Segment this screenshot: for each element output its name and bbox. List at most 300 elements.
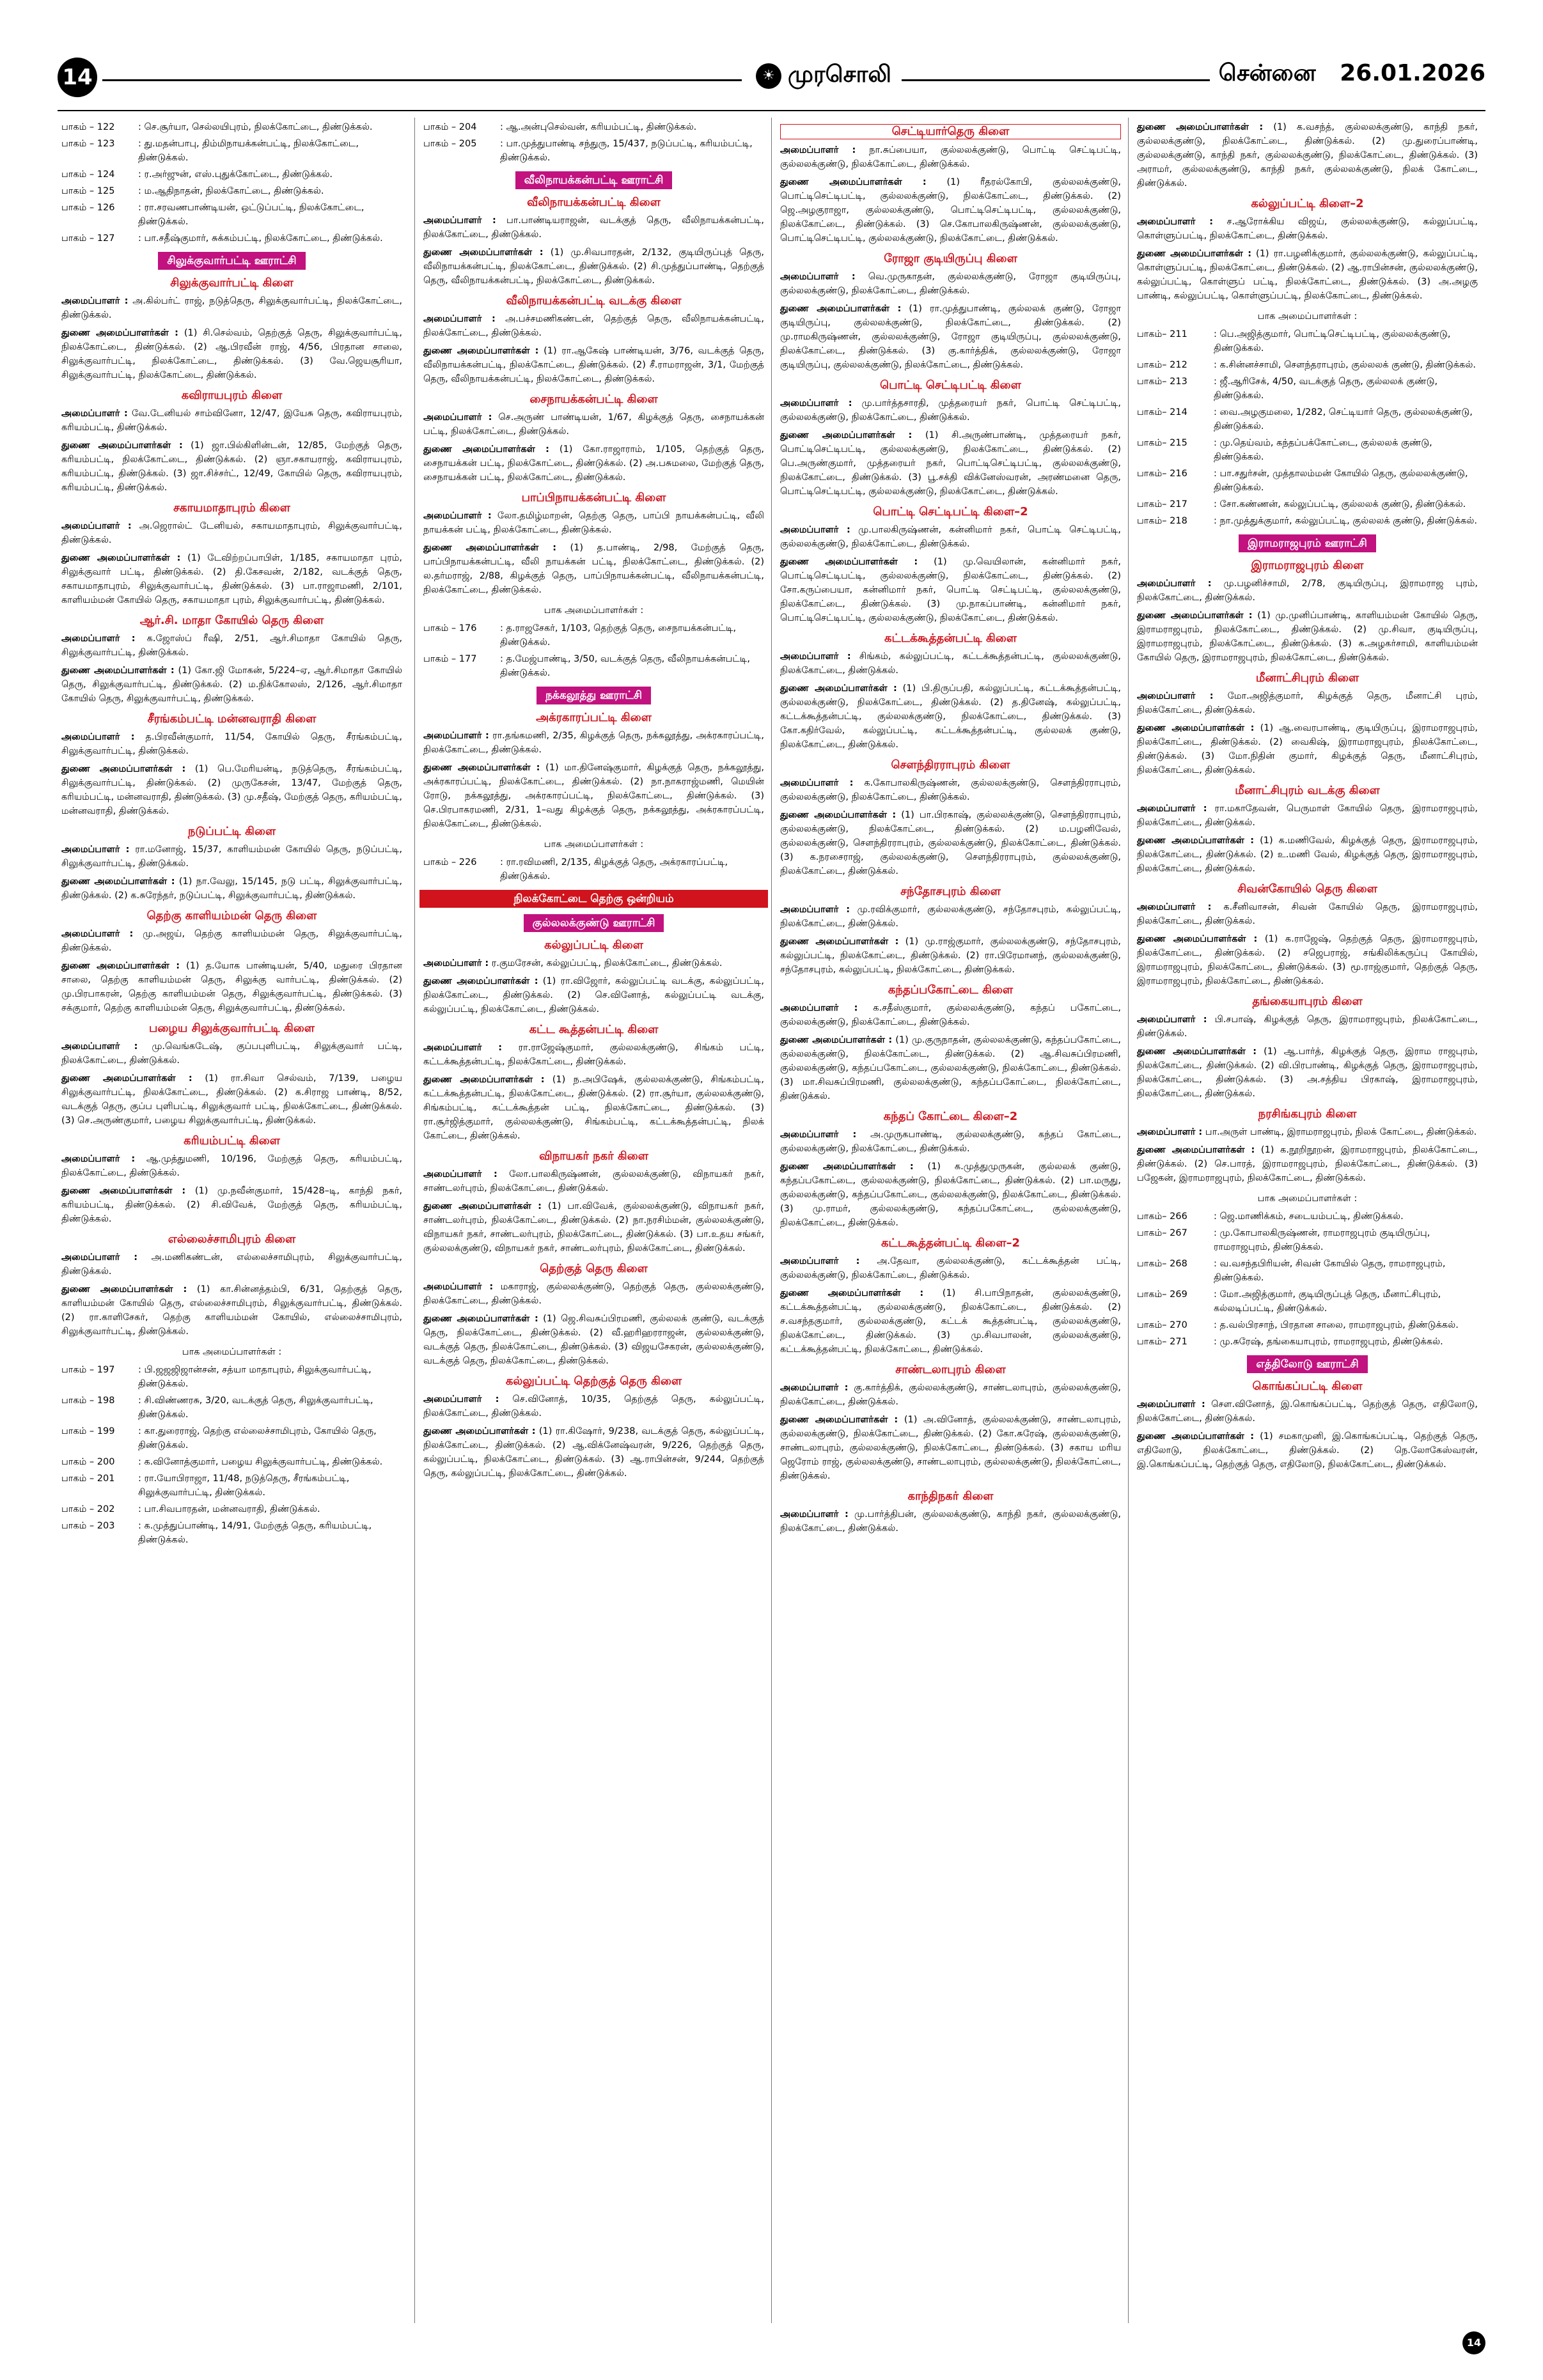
paga-detail: : வ.வசந்தபிரியன், சிவன் கோயில் தெரு, ராமராஜபுரம், திண்டுக்கல். (1214, 1259, 1446, 1283)
deputy-detail: (1) ஜெ.சிவசுப்பிரமணி, குல்லலக் குண்டு, வடக்குத் தெரு, நிலக்கோட்டை, திண்டுக்கல். (2) வீ.ஹரிஹரராஜன், குல்லலக்குண்டு, வடக்குத் தெரு, நிலக்கோட்டை, திண்டுக்கல். (3) விஜயசேகரன், குல்லலக்குண்டு, வடக்குத் தெரு, நிலக்கோட்டை, திண்டுக்கல். (423, 1314, 764, 1366)
paga-row (1137, 1209, 1478, 1224)
branch-section (423, 938, 764, 1016)
role-label: அமைப்பாளர் : (61, 521, 132, 531)
deputy-detail: (1) க.மணிவேல், கிழக்குத் தெரு, இராமராஜபுரம், நிலக்கோட்டை, திண்டுக்கல். (2) உ.மணி வேல், கிழக்குத் தெரு, இராமராஜபுரம், நிலக்கோட்டை, திண்டுக்கல். (1137, 836, 1478, 874)
organiser-detail: மு.அஜய், தெற்கு காளியம்மன் தெரு, சிலுக்குவார்பட்டி, திண்டுக்கல். (61, 929, 403, 953)
branch-title: கந்தப்பகோட்டை கிளை (888, 983, 1014, 997)
role-label: அமைப்பாளர் : (780, 1256, 860, 1266)
role-label: அமைப்பாளர் : (780, 905, 850, 915)
paga-row (423, 137, 764, 165)
role-label: அமைப்பாளர் : (780, 272, 856, 282)
role-label: துணை அமைப்பாளர்கள் : (61, 961, 180, 971)
branch-section (780, 505, 1121, 625)
branch-section (423, 1262, 764, 1368)
masthead-date (1210, 60, 1485, 89)
organiser (61, 407, 402, 435)
deputy-organisers (780, 935, 1121, 977)
role-label: அமைப்பாளர் : (1137, 691, 1214, 701)
organiser-detail: மகாராஜ், குல்லலக்குண்டு, தெற்குத் தெரு, குல்லலக்குண்டு, நிலக்கோட்டை, திண்டுக்கல். (423, 1282, 764, 1306)
role-label: துணை அமைப்பாளர்கள் : (423, 543, 557, 553)
deputy-detail: (1) மு.ராஜ்குமார், குல்லலக்குண்டு, சந்தோசபுரம், கல்லுப்பட்டி, நிலக்கோட்டை, திண்டுக்கல். (2) ரா.பிரேமானந், குல்லலக்குண்டு, சந்தோசபுரம், கல்லுப்பட்டி, நிலக்கோட்டை, திண்டுக்கல். (780, 937, 1121, 975)
deputy-organisers (61, 439, 402, 495)
deputy-detail: (1) பெ.மேரியன்டி, நடுத்தெரு, சீரங்கம்பட்டி, சிலுக்குவார்பட்டி, திண்டுக்கல். (2) முருகேசன், 13/47, மேற்குத் தெரு, கரியம்பட்டி, மன்னவராதி, திண்டுக்கல். (3) மு.சதீஷ், மேற்குத் தெரு, கரியம்பட்டி, மன்னவராதி, திண்டுக்கல். (61, 764, 403, 816)
role-label: துணை அமைப்பாளர்கள் : (423, 444, 549, 455)
organiser (423, 1041, 764, 1069)
deputy-organisers (780, 555, 1121, 625)
branch-title: ரோஜா குடியிருப்பு கிளை (884, 252, 1017, 265)
branch-title: கல்லுப்பட்டி தெற்குத் தெரு கிளை (505, 1374, 682, 1388)
deputy-detail: (1) அ.வினோத், குல்லலக்குண்டு, சாண்டலாபுரம், குல்லலக்குண்டு, நிலக்கோட்டை, திண்டுக்கல். (2) கோ.சுரேஷ், குல்லலக்குண்டு, சாண்டலாபுரம், குல்லலக்குண்டு, நிலக்கோட்டை, திண்டுக்கல். (3) சகாய மரிய ஜெரோம் ராஜ், குல்லலக்குண்டு, சாண்டலாபுரம், குல்லலக்குண்டு, நிலக்கோட்டை, திண்டுக்கல். (780, 1415, 1122, 1481)
organiser-detail: பா.பாண்டியராஜன், வடக்குத் தெரு, வீலிநாயக்கன்பட்டி, நிலக்கோட்டை, திண்டுக்கல். (423, 215, 765, 240)
role-label: துணை அமைப்பாளர்கள் : (1137, 1046, 1257, 1057)
paga-number: பாகம் – 127 (61, 233, 115, 244)
role-label: அமைப்பாளர் : (61, 1252, 138, 1263)
organiser (780, 1507, 1121, 1536)
paga-number: பாகம்– 270 (1137, 1320, 1187, 1330)
deputy-detail: (1) கோ.ஜி மோகன், 5/224–ஏ, ஆர்.சிமாதா கோயில் தெரு, சிலுக்குவார்பட்டி, திண்டுக்கல். (2) ம.நிக்கோலஸ், 2/126, ஆர்.சிமாதா கோயில் தெரு, சிலுக்குவார்பட்டி, திண்டுக்கல். (61, 665, 403, 704)
branch-title: கல்லுப்பட்டி கிளை (544, 938, 643, 952)
paga-detail: : வை.அழகுமலை, 1/282, செட்டியார் தெரு, குல்லலக்குண்டு, திண்டுக்கல். (1214, 407, 1473, 432)
organiser-detail: ரா.தங்கமணி, 2/35, கிழக்குத் தெரு, நக்கலூத்து, அக்ரகாரப்பட்டி, நிலக்கோட்டை, திண்டுக்கல். (423, 731, 765, 755)
role-label: அமைப்பாளர் : (61, 732, 135, 742)
organiser-detail: ச.ஆரோக்கிய விஜய், குல்லலக்குண்டு, கல்லுப்பட்டி, கொள்ளுப்பட்டி, நிலக்கோட்டை, திண்டுக்கல். (1137, 217, 1478, 241)
deputy-organisers (423, 974, 764, 1016)
paga-number: பாகம் – 125 (61, 186, 115, 196)
deputy-detail: (1) க.நூறிநூறன், இராமராஜபுரம், நிலக்கோட்டை, திண்டுக்கல். (2) செ.பாரத், இராமராஜபுரம், நிலக்கோட்டை, திண்டுக்கல். (3) பஜேகன், இராமராஜபுரம், நிலக்கோட்டை, திண்டுக்கல். (1137, 1145, 1478, 1183)
paga-list (1137, 1209, 1478, 1349)
branch-section (423, 711, 764, 831)
branch-section (1137, 1380, 1478, 1472)
role-label: அமைப்பாளர் : (780, 145, 856, 155)
role-label: துணை அமைப்பாளர்கள் : (780, 1288, 924, 1298)
organiser-detail: மு.ரவிக்குமார், குல்லலக்குண்டு, சந்தோசபுரம், கல்லுப்பட்டி, நிலக்கோட்டை, திண்டுக்கல். (780, 905, 1121, 929)
deputy-detail: (1) ரீதரல்கோபி, குல்லலக்குண்டு, பொட்டிசெட்டிபட்டி, குல்லலக்குண்டு, நிலக்கோட்டை, திண்டுக்கல். (2) ஜெ.அழகுராஜா, குல்லலக்குண்டு, பொட்டிசெட்டிபட்டி, குல்லலக்குண்டு, நிலக்கோட்டை, திண்டுக்கல். (3) செ.கோபாலகிருஷ்ணன், குல்லலக்குண்டு, பொட்டிசெட்டிபட்டி, குல்லலக்குண்டு, நிலக்கோட்டை, திண்டுக்கல். (780, 177, 1122, 244)
role-label: துணை அமைப்பாளர்கள் : (780, 557, 918, 567)
branch-title: கொங்கப்பட்டி கிளை (1252, 1380, 1363, 1393)
branch-title: கரியம்பட்டி கிளை (184, 1134, 280, 1147)
role-label: துணை அமைப்பாளர்கள் : (423, 1075, 545, 1085)
paga-detail: : க.சின்னச்சாமி, சௌந்தராபுரம், குல்லலக் குண்டு, திண்டுக்கல். (1214, 360, 1476, 370)
paga-detail: : ர.அர்ஜுன், எஸ்.புதுக்கோட்டை, திண்டுக்கல். (138, 169, 333, 180)
column-3 (776, 118, 1125, 2323)
organiser (780, 1381, 1121, 1409)
role-label: அமைப்பாளர் : (1137, 1127, 1203, 1137)
branch-title: சௌந்திரராபுரம் கிளை (891, 758, 1010, 772)
deputy-detail: (1) சி.பாபிநாதன், குல்லலக்குண்டு, கட்டக்கூத்தன்பட்டி, குல்லலக்குண்டு, நிலக்கோட்டை, திண்டுக்கல். (2) ச.வசந்தகுமார், குல்லலக்குண்டு, கட்டக் கூத்தன்பட்டி, குல்லலக்குண்டு, நிலக்கோட்டை, திண்டுக்கல். (3) மு.சிவபாலன், குல்லலக்குண்டு, கட்டக்கூத்தன்பட்டி, நிலக்கோட்டை, திண்டுக்கல். (780, 1288, 1121, 1355)
branch-section (1137, 882, 1478, 988)
paga-row (61, 1472, 402, 1500)
paga-number: பாகம் – 198 (61, 1396, 115, 1406)
paga-number: பாகம் – 204 (423, 122, 477, 132)
deputy-organisers (780, 302, 1121, 372)
role-label: அமைப்பாளர் : (61, 929, 134, 939)
organiser-detail: செ.வினோத், 10/35, தெற்குத் தெரு, கல்லுப்பட்டி, நிலக்கோட்டை, திண்டுக்கல். (423, 1394, 765, 1419)
branch-title: நடுப்பட்டி கிளை (187, 825, 276, 838)
branch-title: கவிராயபுரம் கிளை (181, 389, 283, 402)
role-label: அமைப்பாளர் : (423, 1394, 499, 1404)
organiser (780, 1254, 1121, 1282)
role-label: துணை அமைப்பாளர்கள் : (1137, 723, 1255, 733)
paga-row (61, 184, 402, 198)
role-label: அமைப்பாளர் : (61, 408, 128, 419)
paga-number: பாகம்– 217 (1137, 499, 1187, 509)
organiser (1137, 215, 1478, 243)
paga-number: பாகம் – 177 (423, 654, 477, 664)
branch-title: பொட்டி செட்டிபட்டி கிளை (880, 378, 1021, 392)
organiser-detail: க.சதீஸ்குமார், குல்லலக்குண்டு, கந்தப் பகோட்டை, குல்லலக்குண்டு, நிலக்கோட்டை, திண்டுக்கல். (780, 1003, 1122, 1027)
role-label: துணை அமைப்பாளர்கள் : (61, 876, 175, 887)
branch-title: சைநாயக்கன்பட்டி கிளை (529, 393, 658, 406)
deputy-organisers (780, 1286, 1121, 1357)
deputy-organisers (423, 541, 764, 597)
deputy-organisers (61, 959, 402, 1015)
paga-detail: : பெ.அஜித்குமார், பொட்டிசெட்டிபட்டி, குல்லலக்குண்டு, திண்டுக்கல். (1214, 329, 1451, 354)
deputy-organisers (780, 175, 1121, 245)
organiser (61, 632, 402, 660)
paga-detail: : சி.விண்ணரசு, 3/20, வடக்குத் தெரு, சிலுக்குவார்பட்டி, திண்டுக்கல். (138, 1396, 373, 1420)
branch-title: பாப்பிநாயக்கன்பட்டி கிளை (521, 491, 666, 504)
role-label: அமைப்பாளர் : (423, 511, 492, 521)
deputy-organisers (1137, 1429, 1478, 1472)
paga-heading: பாக அமைப்பாளர்கள் : (1257, 311, 1358, 322)
branch-section (780, 378, 1121, 499)
oorachi-banner: வீலிநாயக்கன்பட்டி ஊராட்சி (515, 171, 673, 189)
deputy-organisers (1137, 1045, 1478, 1101)
paga-row (61, 1502, 402, 1516)
deputy-organisers (61, 326, 402, 382)
role-label: அமைப்பாளர் : (423, 1169, 497, 1179)
role-label: துணை அமைப்பாளர்கள் : (1137, 836, 1255, 846)
branch-section (780, 758, 1121, 878)
paga-number: பாகம்– 267 (1137, 1228, 1187, 1238)
branch-title: ஆர்.சி. மாதா கோயில் தெரு கிளை (139, 614, 324, 627)
paga-detail: : செ.சூர்யா, செல்லயிபுரம், நிலக்கோட்டை, திண்டுக்கல். (138, 122, 373, 132)
masthead-rule-left (102, 79, 742, 81)
branch-section (780, 1363, 1121, 1483)
role-label: துணை அமைப்பாளர்கள் : (61, 764, 186, 774)
branch-title: விநாயகர் நகர் கிளை (539, 1149, 648, 1163)
oorachi-banner: சிலுக்குவார்பட்டி ஊராட்சி (158, 252, 305, 270)
deputy-organisers (61, 1184, 402, 1226)
deputy-detail: (1) க.வசந்த், குல்லலக்குண்டு, காந்தி நகர், குல்லலக்குண்டு, நிலக்கோட்டை, திண்டுக்கல். (2) மு.துரைப்பாண்டி, குல்லலக்குண்டு, காந்தி நகர், குல்லலக்குண்டு, நிலக்கோட்டை, திண்டுக்கல். (3) அராமர், குல்லலக்குண்டு, காந்தி நகர், குல்லலக்குண்டு, நிலக் கோட்டை, திண்டுக்கல். (1137, 122, 1478, 189)
paga-detail: : ஜீ.ஆரிசேக், 4/50, வடக்குத் தெரு, குல்லலக் குண்டு, திண்டுக்கல். (1214, 377, 1438, 401)
paper-name: முரசொலி (788, 61, 891, 88)
deputy-detail: (1) க.ராஜேஷ், தெற்குத் தெரு, இராமராஜபுரம், நிலக்கோட்டை, திண்டுக்கல். (2) சஜெபராஜ், சங்கிலிக்கருப்பு கோயில், இராமராஜபுரம், நிலக்கோட்டை, திண்டுக்கல். (3) மூ.ராஜ்குமார், தெற்குத் தெரு, இராமராஜபுரம், நிலக்கோட்டை, திண்டுக்கல். (1137, 934, 1478, 986)
paga-number: பாகம்– 269 (1137, 1289, 1187, 1300)
branch-title: மீனாட்சிபுரம் வடக்கு கிளை (1235, 784, 1380, 797)
paga-number: பாகம் – 201 (61, 1474, 115, 1484)
paga-number: பாகம்– 218 (1137, 516, 1187, 526)
branch-section (780, 983, 1121, 1103)
organiser-detail: மு.பழனிச்சாமி, 2/78, குடியிருப்பு, இராமராஜ புரம், நிலக்கோட்டை, திண்டுக்கல். (1137, 579, 1478, 603)
deputy-organisers (780, 808, 1121, 878)
role-label: துணை அமைப்பாளர்கள் : (61, 1284, 187, 1295)
branch-title: இராமராஜபுரம் கிளை (1251, 559, 1364, 572)
role-label: அமைப்பாளர் : (1137, 579, 1212, 589)
paga-detail: : த.வல்பிரசாந், பிரதான சாலை, ராமராஜபுரம், திண்டுக்கல். (1214, 1320, 1459, 1330)
organiser (423, 1280, 764, 1308)
paga-row (61, 120, 402, 134)
paga-row (423, 855, 764, 883)
paga-row (1137, 1226, 1478, 1254)
role-label: துணை அமைப்பாளர்கள் : (423, 1314, 538, 1324)
branch-section (61, 1022, 402, 1128)
paga-detail: : ரா.ரவிமணி, 2/135, கிழக்குத் தெரு, அக்ரகாரப்பட்டி, திண்டுக்கல். (500, 857, 728, 882)
organiser (1137, 802, 1478, 830)
organiser (780, 396, 1121, 424)
paga-detail: : பா.சதீஷ்குமார், சுக்கம்பட்டி, நிலக்கோட்டை, திண்டுக்கல். (138, 233, 383, 244)
branch-title: தெற்கு காளியம்மன் தெரு கிளை (146, 909, 317, 922)
paga-number: பாகம் – 123 (61, 139, 115, 149)
role-label: அமைப்பாளர் : (61, 1154, 136, 1164)
branch-title: சாண்டலாபுரம் கிளை (895, 1363, 1006, 1376)
branch-section (1137, 784, 1478, 876)
organiser-detail: பி.சபாஷ், கிழக்குத் தெரு, இராமராஜபுரம், நிலக்கோட்டை, திண்டுக்கல். (1137, 1015, 1478, 1039)
deputy-organisers (423, 1073, 764, 1143)
paga-row (61, 137, 402, 165)
organiser (423, 509, 764, 537)
deputy-organisers (780, 1413, 1121, 1483)
deputy-organisers (61, 1282, 402, 1339)
organiser (1137, 1013, 1478, 1041)
paga-detail: : மோ.அஜித்குமார், குடியிருப்புத் தெரு, மீனாட்சிபுரம், கல்லடிப்பட்டி, திண்டுக்கல். (1214, 1289, 1441, 1314)
branch-title: சிவன்கோயில் தெரு கிளை (1237, 882, 1377, 896)
paga-detail: : த.ராஜசேகர், 1/103, தெற்குத் தெரு, சைநாயக்கன்பட்டி, திண்டுக்கல். (500, 623, 737, 648)
column-divider (1128, 118, 1129, 2323)
deputy-detail: (1) ரா.கிஷோர், 9/238, வடக்குத் தெரு, கல்லுப்பட்டி, நிலக்கோட்டை, திண்டுக்கல். (2) ஆ.விக்னேஷ்வரன், 9/226, தெற்குத் தெரு, கல்லுப்பட்டி, நிலக்கோட்டை, திண்டுக்கல். (3) ஆ.ராபின்சன், 9/244, தெற்குத் தெரு, கல்லுப்பட்டி, நிலக்கோட்டை, திண்டுக்கல். (423, 1426, 764, 1479)
role-label: துணை அமைப்பாளர்கள் : (780, 304, 902, 314)
paga-list (61, 1363, 402, 1547)
deputy-detail: (1) நா.வேலு, 15/145, நடு பட்டி, சிலுக்குவார்பட்டி, திண்டுக்கல். (2) க.சுரேந்தர், நடுப்பட்டி, சிலுக்குவார்பட்டி, திண்டுக்கல். (61, 876, 402, 901)
role-label: அமைப்பாளர் : (61, 1041, 138, 1052)
role-label: அமைப்பாளர் : (61, 296, 129, 306)
branch-section (61, 1233, 402, 1339)
deputy-organisers (423, 344, 764, 386)
deputy-detail: (1) ஆ.வைரபாண்டி, குடியிருப்பு, இராமராஜபுரம், நிலக்கோட்டை, திண்டுக்கல். (2) வைகிஷ், இராமராஜபுரம், நிலக்கோட்டை, திண்டுக்கல். (3) மோ.நிதின் குமார், கிழக்குத் தெரு, மீனாட்சிபுரம், நிலக்கோட்டை, திண்டுக்கல். (1137, 723, 1478, 775)
organiser (780, 903, 1121, 931)
branch-title: எல்லைச்சாமிபுரம் கிளை (168, 1233, 296, 1246)
issue-date: 26.01.2026 (1340, 60, 1485, 86)
paga-row (1137, 467, 1478, 495)
paga-number: பாகம் – 199 (61, 1426, 115, 1436)
city: சென்னை (1218, 60, 1316, 86)
paga-row (61, 1363, 402, 1391)
deputy-detail: (1) மா.தினேஷ்குமார், கிழக்குத் தெரு, நக்கலூத்து, அக்ரகாரப்பட்டி, நிலக்கோட்டை, திண்டுக்கல். (2) நா.நாகராஜ்மணி, மெயின் ரோடு, நக்கலூத்து, அக்ரகாரப்பட்டி, நிலக்கோட்டை, திண்டுக்கல். (3) செ.பிரபாகரமணி, 2/31, 1–வது கிழக்குத் தெரு, நக்கலூத்து, அக்ரகாரப்பட்டி, நிலக்கோட்டை, திண்டுக்கல். (423, 763, 765, 829)
paga-number: பாகம் – 226 (423, 857, 477, 867)
deputy-organisers (423, 245, 764, 288)
role-label: அமைப்பாளர் : (423, 215, 496, 226)
organiser (780, 1128, 1121, 1156)
branch-section (423, 1374, 764, 1481)
deputy-detail: (1) டேவிற்றப்பாபிள், 1/185, சகாயமாதா புரம், சிலுக்குவார் பட்டி, திண்டுக்கல். (2) தி.கேசவன், 2/182, வடக்குத் தெரு, சகாயமாதாபுரம், சிலுக்குவார்பட்டி, திண்டுக்கல். (3) பா.ராஜாமணி, 2/101, காளியம்மன் கோயில் தெரு, சகாயமாதா புரம், சிலுக்குவார்பட்டி, திண்டுக்கல். (61, 553, 402, 605)
branch-section (1137, 671, 1478, 777)
deputy-organisers (423, 442, 764, 485)
paga-row (61, 201, 402, 229)
paga-row (1137, 1257, 1478, 1285)
role-label: துணை அமைப்பாளர்கள் : (780, 177, 927, 187)
paper-logo (748, 61, 899, 91)
role-label: துணை அமைப்பாளர்கள் : (780, 430, 912, 440)
paga-detail: : ரா.சரவணபாண்டியன், ஒட்டுப்பட்டி, நிலக்கோட்டை, திண்டுக்கல். (138, 203, 364, 227)
paga-number: பாகம்– 214 (1137, 407, 1187, 417)
organiser-detail: அ.பச்சமணிகண்டன், தெற்குத் தெரு, வீலிநாயக்கன்பட்டி, நிலக்கோட்டை, திண்டுக்கல். (423, 314, 764, 338)
branch-section (423, 393, 764, 485)
organiser-detail: வே.டேனியல் சாம்வினோ, 12/47, இயேசு தெரு, கவிராயபுரம், கரியம்பட்டி, திண்டுக்கல். (61, 408, 403, 433)
organiser (61, 1250, 402, 1279)
paga-number: பாகம் – 200 (61, 1457, 115, 1467)
deputy-organisers (1137, 932, 1478, 988)
role-label: துணை அமைப்பாளர்கள் : (61, 440, 183, 451)
branch-section (780, 1110, 1121, 1230)
organiser-detail: அ.தேவா, குல்லலக்குண்டு, கட்டக்கூத்தன் பட்டி, குல்லலக்குண்டு, நிலக்கோட்டை, திண்டுக்கல். (780, 1256, 1121, 1280)
paga-row (1137, 1318, 1478, 1332)
deputy-organisers (61, 1071, 402, 1128)
paga-detail: : க.வினோத்குமார், பழைய சிலுக்குவார்பட்டி, திண்டுக்கல். (138, 1457, 383, 1467)
organiser-detail: அ.கில்பர்ட் ராஜ், நடுத்தெரு, சிலுக்குவார்பட்டி, நிலக்கோட்டை, திண்டுக்கல். (61, 296, 402, 320)
organiser (423, 214, 764, 242)
branch-section (61, 825, 402, 903)
role-label: அமைப்பாளர் : (1137, 1399, 1205, 1410)
branch-section (780, 252, 1121, 372)
organiser (423, 1167, 764, 1195)
paga-number: பாகம்– 268 (1137, 1259, 1187, 1269)
organiser (423, 1392, 764, 1420)
role-label: துணை அமைப்பாளர்கள் : (423, 247, 544, 258)
paga-detail: : பா.முத்துபாண்டி சந்துரு, 15/437, நடுப்பட்டி, கரியம்பட்டி, திண்டுக்கல். (500, 139, 753, 163)
organiser (1137, 577, 1478, 605)
deputy-detail: (1) பா.பிரகாஷ், குல்லலக்குண்டு, சௌந்திரராபுரம், குல்லலக்குண்டு, நிலக்கோட்டை, திண்டுக்கல். (2) ம.பழனிவேல், குல்லலக்குண்டு, சௌந்திரராபுரம், குல்லலக்குண்டு, நிலக்கோட்டை, திண்டுக்கல். (3) க.நரசைராஜ், குல்லலக்குண்டு, சௌந்திரராபுரம், குல்லலக்குண்டு, நிலக்கோட்டை, திண்டுக்கல். (780, 810, 1121, 876)
branch-section (423, 196, 764, 288)
organiser (780, 649, 1121, 678)
paga-row (61, 1424, 402, 1452)
branch-section (61, 389, 402, 495)
paga-detail: : து.மதன்பாபு, திம்மிநாயக்கன்பட்டி, நிலக்கோட்டை, திண்டுக்கல். (138, 139, 359, 163)
branch-section (780, 632, 1121, 752)
deputy-organisers (1137, 834, 1478, 876)
oorachi-banner: இராமராஜபுரம் ஊராட்சி (1239, 534, 1376, 552)
deputy-detail: (1) க.முத்துமுருகன், குல்லலக் குண்டு, கந்தப்பகோட்டை, குல்லலக்குண்டு, நிலக்கோட்டை, திண்டுக்கல். (2) பா.மருது, குல்லலக்குண்டு, கந்தப்பகோட்டை, குல்லலக்குண்டு, நிலக்கோட்டை, திண்டுக்கல். (3) மு.ராமர், குல்லலக்குண்டு, கந்தப்பகோட்டை, குல்லலக்குண்டு, நிலக்கோட்டை, திண்டுக்கல். (780, 1162, 1121, 1228)
column-4 (1133, 118, 1482, 2323)
branch-section (61, 614, 402, 706)
oorachi-banner: குல்லலக்குண்டு ஊராட்சி (524, 914, 664, 932)
branch-section-continued (1137, 120, 1478, 191)
role-label: துணை அமைப்பாளர்கள் : (1137, 611, 1253, 621)
deputy-detail: (1) மு.முனிப்பாண்டி, காளியம்மன் கோயில் தெரு, இராமராஜபுரம், நிலக்கோட்டை, திண்டுக்கல். (2) மு.சிவா, குடியிருப்பு, இராமராஜபுரம், நிலக்கோட்டை, திண்டுக்கல். (3) க.அழகர்சாமி, காளியம்மன் கோயில் தெரு, இராமராஜபுரம், நிலக்கோட்டை, திண்டுக்கல். (1137, 611, 1478, 663)
branch-section (780, 1236, 1121, 1357)
paga-number: பாகம் – 124 (61, 169, 115, 180)
organiser (61, 927, 402, 955)
role-label: அமைப்பாளர் : (423, 958, 489, 968)
paga-number: பாகம்– 211 (1137, 329, 1187, 339)
deputy-detail: (1) த.யோக பாண்டியன், 5/40, மதுரை பிரதான சாலை, தெற்கு காளியம்மன் தெரு, சிலுக்கு வார்பட்டி, திண்டுக்கல். (2) மு.பிரபாகரன், தெற்கு காளியம்மன் தெரு, சிலுக்குவார்பட்டி, திண்டுக்கல். (3) சக்குமார், தெற்கு காளியம்மன் தெரு, சிலுக்குவார்பட்டி, திண்டுக்கல். (61, 961, 402, 1013)
deputy-organisers (61, 762, 402, 818)
role-label: துணை அமைப்பாளர்கள் : (61, 665, 175, 676)
branch-title: காந்திநகர் கிளை (907, 1489, 994, 1503)
organiser-detail: லோ.பாலகிருஷ்ணன், குல்லலக்குண்டு, விநாயகர் நகர், சாண்டலர்புரம், நிலக்கோட்டை, திண்டுக்கல். (423, 1169, 764, 1194)
deputy-detail: (1) மு.குருநாதன், குல்லலக்குண்டு, கந்தப்பகோட்டை, குல்லலக்குண்டு, நிலக்கோட்டை, திண்டுக்கல். (2) ஆ.சிவசுப்பிரமணி, குல்லலக்குண்டு, கந்தப்பகோட்டை, குல்லலக்குண்டு, நிலக்கோட்டை, திண்டுக்கல். (3) மா.சிவசுப்பிரமணி, குல்லலக்குண்டு, கந்தப்பகோட்டை, நிலக்கோட்டை, திண்டுக்கல். (780, 1035, 1121, 1101)
branch-section (61, 712, 402, 818)
organiser-detail: க.ஜோஸ்ப் ரீஷி, 2/51, ஆர்.சிமாதா கோயில் தெரு, சிலுக்குவார்பட்டி, திண்டுக்கல். (61, 634, 402, 658)
paga-row (1137, 358, 1478, 372)
branch-title: சீரங்கம்பட்டி மன்னவராதி கிளை (147, 712, 317, 726)
role-label: துணை அமைப்பாளர்கள் : (1137, 1431, 1255, 1442)
organiser (61, 519, 402, 547)
branch-section (1137, 1107, 1478, 1185)
deputy-detail: (1) கா.சின்னத்தம்பி, 6/31, தெற்குத் தெரு, காளியம்மன் கோயில் தெரு, எல்லைச்சாமிபுரம், சிலுக்குவார்பட்டி, திண்டுக்கல். (2) ரா.காளிசேகர், தெற்கு காளியம்மன் கோயில், எல்லைச்சாமிபுரம், சிலுக்குவார்பட்டி, திண்டுக்கல். (61, 1284, 402, 1337)
branch-title: பழைய சிலுக்குவார்பட்டி கிளை (148, 1022, 315, 1035)
deputy-organisers (780, 681, 1121, 752)
article-columns (58, 110, 1485, 2329)
deputy-organisers (780, 1033, 1121, 1103)
paga-row (1137, 1335, 1478, 1349)
paga-detail: : மு.தெய்வம், கந்தப்பக்கோட்டை, குல்லலக் குண்டு, திண்டுக்கல். (1214, 438, 1432, 462)
branch-title: தங்கையாபுரம் கிளை (1252, 995, 1363, 1008)
paga-row (1137, 1287, 1478, 1316)
organiser (1137, 689, 1478, 717)
branch-section (1137, 995, 1478, 1101)
deputy-detail: (1) பா.விவேக், குல்லலக்குண்டு, விநாயகர் நகர், சாண்டலர்புரம், நிலக்கோட்டை, திண்டுக்கல். (2) நா.நரசிம்மன், குல்லலக்குண்டு, விநாயகர் நகர், சாண்டலர்புரம், நிலக்கோட்டை, திண்டுக்கல். (3) பா.உதய சங்கர், குல்லலக்குண்டு, விநாயகர் நகர், சாண்டலர்புரம், நிலக்கோட்டை, திண்டுக்கல். (423, 1201, 764, 1254)
organiser-detail: மு.பார்த்திபன், குல்லலக்குண்டு, காந்தி நகர், குல்லலக்குண்டு, நிலக்கோட்டை, திண்டுக்கல். (780, 1509, 1121, 1534)
organiser (1137, 1397, 1478, 1426)
paga-list (423, 855, 764, 883)
branch-title: கட்ட கூத்தன்பட்டி கிளை (529, 1023, 659, 1036)
branch-section (423, 1023, 764, 1143)
deputy-organisers (1137, 120, 1478, 191)
paga-row (1137, 497, 1478, 511)
paga-list (423, 621, 764, 680)
deputy-detail: (1) ரா.ஆகேஷ் பாண்டியன், 3/76, வடக்குத் தெரு, வீலிநாயக்கன்பட்டி, நிலக்கோட்டை, திண்டுக்கல். (2) சீ.ராமராஜன், 3/1, மேற்குத் தெரு, வீலிநாயக்கன்பட்டி, நிலக்கோட்டை, திண்டுக்கல். (423, 346, 764, 384)
deputy-detail: (1) பி.திருப்பதி, கல்லுப்பட்டி, கட்டக்கூத்தன்பட்டி, குல்லலக்குண்டு, நிலக்கோட்டை, திண்டுக்கல். (2) த.தினேஷ், கல்லுப்பட்டி, கட்டக்கூத்தன்பட்டி, குல்லலக்குண்டு, நிலக்கோட்டை, திண்டுக்கல். (3) கோ.கதிர்வேல், கல்லுப்பட்டி, கட்டக்கூத்தன்பட்டி, குல்லலக் குண்டு, நிலக்கோட்டை, திண்டுக்கல். (780, 683, 1122, 750)
organiser (61, 294, 402, 322)
paga-number: பாகம்– 216 (1137, 469, 1187, 479)
deputy-organisers (423, 1424, 764, 1481)
role-label: அமைப்பாளர் : (1137, 217, 1214, 227)
branch-title: கட்டகூத்தன்பட்டி கிளை–2 (881, 1236, 1020, 1250)
branch-section (61, 1134, 402, 1226)
role-label: அமைப்பாளர் : (780, 1003, 858, 1013)
footer-page-number: 14 (1462, 2331, 1485, 2354)
paga-detail: : ஆ.அன்புசெல்வன், கரியம்பட்டி, திண்டுக்கல். (500, 122, 697, 132)
paga-list (61, 120, 402, 245)
district-banner: நிலக்கோட்டை தெற்கு ஒன்றியம் (419, 890, 768, 908)
branch-title: பொட்டி செட்டிபட்டி கிளை–2 (873, 505, 1028, 518)
paga-detail: : பா.சதுர்சன், முத்தாலம்மன் கோயில் தெரு, குல்லலக்குண்டு, திண்டுக்கல். (1214, 469, 1468, 493)
branch-title: வீலிநாயக்கன்பட்டி வடக்கு கிளை (506, 294, 682, 307)
branch-section (1137, 197, 1478, 303)
role-label: அமைப்பாளர் : (780, 398, 852, 408)
organiser-detail: த.பிரவீன்குமார், 11/54, கோயில் தெரு, சீரங்கம்பட்டி, சிலுக்குவார்பட்டி, திண்டுக்கல். (61, 732, 402, 756)
paga-number: பாகம்– 266 (1137, 1211, 1187, 1222)
role-label: துணை அமைப்பாளர்கள் : (780, 810, 897, 820)
role-label: துணை அமைப்பாளர்கள் : (61, 328, 178, 338)
branch-section (61, 276, 402, 382)
deputy-detail: (1) ரா.பழனிக்குமார், குல்லலக்குண்டு, கல்லுப்பட்டி, கொள்ளுப்பட்டி, நிலக்கோட்டை, திண்டுக்கல். (2) ஆ.ராபின்சன், குல்லலக்குண்டு, கல்லுப்பட்டி, கொள்ளுப் பட்டி, நிலக்கோட்டை, திண்டுக்கல். (3) அ.அழகு பாண்டி, கல்லுப்பட்டி, கொள்ளுப்பட்டி, நிலக்கோட்டை, திண்டுக்கல். (1137, 249, 1478, 301)
masthead (58, 58, 1485, 102)
role-label: துணை அமைப்பாளர்கள் : (423, 976, 538, 986)
deputy-organisers (61, 875, 402, 903)
oorachi-banner: நக்கலூத்து ஊராட்சி (537, 687, 651, 704)
role-label: துணை அமைப்பாளர்கள் : (1137, 249, 1252, 259)
deputy-detail: (1) சி.செல்வம், தெற்குத் தெரு, சிலுக்குவார்பட்டி, நிலக்கோட்டை, திண்டுக்கல். (2) ஆ.பிரவீன் ராஜ், 4/56, பிரதான சாலை, சிலுக்குவார்பட்டி, நிலக்கோட்டை, திண்டுக்கல். (3) வே.ஜெயசூரியா, சிலுக்குவார்பட்டி, நிலக்கோட்டை, திண்டுக்கல். (61, 328, 402, 380)
role-label: அமைப்பாளர் : (1137, 804, 1207, 814)
deputy-organisers (780, 1160, 1121, 1230)
paga-number: பாகம் – 202 (61, 1504, 115, 1514)
role-label: துணை அமைப்பாளர்கள் : (423, 1201, 542, 1211)
paga-number: பாகம்– 212 (1137, 360, 1187, 370)
role-label: அமைப்பாளர் : (423, 412, 492, 423)
branch-section (61, 501, 402, 607)
paga-row (423, 652, 764, 680)
